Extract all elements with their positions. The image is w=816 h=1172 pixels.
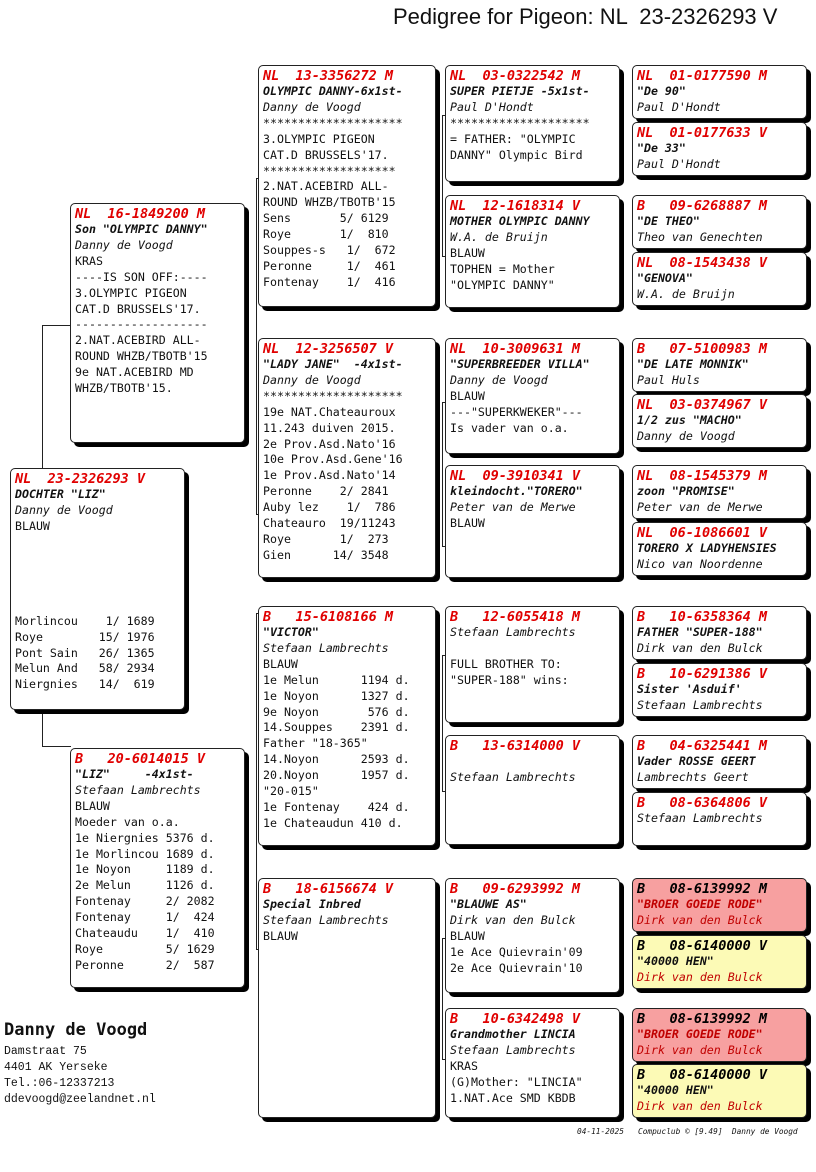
info-line: 19e NAT.Chateauroux [263,404,396,419]
ring-number: B 08-6140000 V [637,938,768,954]
info-line: 1e Morlincou 1689 d. [75,846,215,861]
ring-number: B 08-6139992 M [637,881,768,897]
ring-number: B 10-6358364 M [637,609,768,625]
info-line: Souppes-s 1/ 672 [263,243,396,258]
info-line: BLAUW [263,928,298,943]
pigeon-card-mmm[interactable] [445,1008,620,1118]
result-line: Morlincou 1/ 1689 [15,613,155,628]
info-line: = FATHER: "OLYMPIC [450,131,576,146]
info-line: BLAUW [450,515,485,530]
info-line: 1e Fontenay 424 d. [263,799,410,814]
info-line: Peronne 2/ 2841 [263,484,389,499]
owner-name: Danny de Voogd [15,502,113,517]
info-line: Fontenay 1/ 416 [263,274,396,289]
owner-name: Dirk van den Bulck [637,969,763,984]
owner-name: Dirk van den Bulck [637,1042,763,1057]
owner-name: Dirk van den Bulck [450,912,576,927]
pigeon-name: "40000 HEN" [637,954,714,968]
ring-number: NL 01-0177590 M [637,68,768,84]
pigeon-card-g5[interactable] [632,1008,807,1062]
info-line: ROUND WHZB/TBOTB'15 [263,195,396,210]
info-line: ------------------- [75,317,208,332]
info-line: DANNY" Olympic Bird [450,147,583,162]
owner-name: Nico van Noordenne [637,556,763,571]
ring-number: NL 03-0322542 M [450,68,581,84]
ring-number: NL 08-1543438 V [637,255,768,271]
pigeon-name: Sister 'Asduif' [637,682,742,696]
pigeon-name: "BROER GOEDE RODE" [637,897,763,911]
pigeon-name: FATHER "SUPER-188" [637,625,763,639]
info-line: 1e Niergnies 5376 d. [75,830,215,845]
ring-number: B 10-6342498 V [450,1011,581,1027]
info-line: 2e Melun 1126 d. [75,878,215,893]
owner-name: Stefaan Lambrechts [450,625,576,639]
owner-name: Paul Huls [637,372,700,387]
owner-name: Dirk van den Bulck [637,640,763,655]
ring-number: B 08-6140000 V [637,1067,768,1083]
pigeon-name: Grandmother LINCIA [450,1027,576,1041]
info-line: Father "18-365" [263,736,368,751]
info-line: "OLYMPIC DANNY" [450,277,555,292]
pigeon-card-ff[interactable] [258,65,436,307]
ring-number: B 12-6055418 M [450,609,581,625]
info-line: Peronne 1/ 461 [263,258,396,273]
owner-name: Stefaan Lambrechts [637,811,763,825]
owner-name: Paul D'Hondt [450,99,534,114]
info-line: TOPHEN = Mother [450,261,555,276]
pigeon-card-g5[interactable] [632,338,807,392]
result-line: Melun And 58/ 2934 [15,661,155,676]
color-text: BLAUW [15,518,50,533]
info-line: WHZB/TBOTB'15. [75,381,173,396]
owner-name: Danny de Voogd [75,237,173,252]
info-line: 2e Ace Quievrain'10 [450,960,583,975]
pigeon-card-ffm[interactable] [445,195,620,308]
owner-name: W.A. de Bruijn [450,229,548,244]
pigeon-card-g5[interactable] [632,394,807,448]
pigeon-card-g5[interactable] [632,522,807,576]
breeder-city: 4401 AK Yerseke [4,1061,108,1074]
pigeon-card-g5[interactable] [632,735,807,789]
ring-number: NL 16-1849200 M [75,206,206,222]
info-line: Chateaudu 1/ 410 [75,926,215,941]
breeder-street: Damstraat 75 [4,1045,87,1058]
pigeon-card-mm[interactable] [258,878,436,1118]
pigeon-card-mother[interactable] [70,748,245,988]
info-line: Fontenay 2/ 2082 [75,894,215,909]
result-line: Pont Sain 26/ 1365 [15,645,155,660]
pigeon-name: "VICTOR" [263,625,319,639]
pigeon-card-g5[interactable] [632,195,807,249]
ring-number: NL 06-1086601 V [637,525,768,541]
owner-name: Dirk van den Bulck [637,912,763,927]
pigeon-name: SUPER PIETJE -5x1st- [450,84,590,98]
pigeon-card-mff[interactable] [445,606,620,723]
info-line: 2.NAT.ACEBIRD ALL- [75,333,201,348]
ring-number: NL 13-3356272 M [263,68,394,84]
info-line: Gien 14/ 3548 [263,547,389,562]
info-line: ******************** [263,388,403,403]
info-line: FULL BROTHER TO: [450,656,562,671]
breeder-email[interactable]: ddevoogd@zeelandnet.nl [4,1093,156,1106]
info-line: 1e Melun 1194 d. [263,672,410,687]
info-line: "SUPER-188" wins: [450,672,569,687]
info-line: 11.243 duiven 2015. [263,420,396,435]
info-line: ******************** [263,115,403,130]
info-line: Moeder van o.a. [75,814,180,829]
owner-name: Theo van Genechten [637,229,763,244]
info-line: 3.OLYMPIC PIGEON [263,131,375,146]
info-line: 1e Ace Quievrain'09 [450,944,583,959]
ring-number: NL 12-1618314 V [450,198,581,214]
info-line: Is vader van o.a. [450,420,569,435]
breeder-name: Danny de Voogd [4,1020,148,1040]
pigeon-name: TORERO X LADYHENSIES [637,541,777,555]
pigeon-name: OLYMPIC DANNY-6x1st- [263,84,403,98]
pigeon-name: Special Inbred [263,897,361,911]
pigeon-name: "De 90" [637,84,686,98]
result-line: Roye 15/ 1976 [15,629,155,644]
info-line: CAT.D BRUSSELS'17. [263,147,389,162]
pigeon-card-g5[interactable] [632,1064,807,1118]
owner-name: Stefaan Lambrechts [450,1042,576,1057]
ring-number: NL 12-3256507 V [263,341,394,357]
ring-number: NL 03-0374967 V [637,397,768,413]
info-line: Roye 5/ 1629 [75,941,215,956]
owner-name: Danny de Voogd [263,372,361,387]
owner-name: Paul D'Hondt [637,99,721,114]
pigeon-card-g5[interactable] [632,252,807,306]
pigeon-name: "SUPERBREEDER VILLA" [450,357,590,371]
info-line: Roye 1/ 273 [263,531,389,546]
info-line: 9e Noyon 576 d. [263,704,410,719]
info-line: 1.NAT.Ace SMD KBDB [450,1090,576,1105]
ring-number: B 15-6108166 M [263,609,394,625]
owner-name: Peter van de Merwe [450,499,576,514]
owner-name: Stefaan Lambrechts [263,912,389,927]
pigeon-card-subject[interactable] [10,468,185,710]
info-line: 14.Souppes 2391 d. [263,720,410,735]
info-line: 10e Prov.Asd.Gene'16 [263,452,403,467]
pigeon-card-g5[interactable] [632,465,807,519]
ring-number: B 08-6139992 M [637,1011,768,1027]
pigeon-card-fff[interactable] [445,65,620,182]
ring-number: B 08-6364806 V [637,795,768,811]
info-line: ROUND WHZB/TBOTB'15 [75,349,208,364]
pigeon-card-fmm[interactable] [445,465,620,578]
owner-name: Stefaan Lambrechts [637,697,763,712]
owner-name: Stefaan Lambrechts [450,769,576,784]
owner-name: Peter van de Merwe [637,499,763,514]
info-line: ******************* [263,163,396,178]
info-line: Peronne 2/ 587 [75,957,215,972]
pigeon-name: "BLAUWE AS" [450,897,527,911]
print-footer: 04-11-2025 Compuclub © [9.49] Danny de Voogd [577,1127,798,1136]
info-line: 1e Noyon 1327 d. [263,688,410,703]
info-line: ---"SUPERKWEKER"--- [450,404,583,419]
ring-number: B 07-5100983 M [637,341,768,357]
info-line: CAT.D BRUSSELS'17. [75,301,201,316]
ring-number: NL 10-3009631 M [450,341,581,357]
info-line: 1e Chateaudun 410 d. [263,815,403,830]
pigeon-card-g5[interactable] [632,65,807,119]
pigeon-name: "GENOVA" [637,271,693,285]
pigeon-card-g5[interactable] [632,792,807,846]
info-line: BLAUW [450,928,485,943]
pigeon-card-g5[interactable] [632,122,807,176]
ring-number: B 18-6156674 V [263,881,394,897]
pigeon-card-g5[interactable] [632,935,807,989]
pigeon-name: 1/2 zus "MACHO" [637,413,742,427]
pigeon-name: "40000 HEN" [637,1083,714,1097]
info-line: BLAUW [75,798,110,813]
pigeon-name: zoon "PROMISE" [637,484,735,498]
info-line: KRAS [450,1058,478,1073]
pigeon-name: DOCHTER "LIZ" [15,487,106,501]
pigeon-card-g5[interactable] [632,606,807,660]
info-line: Fontenay 1/ 424 [75,910,215,925]
pigeon-name: Vader ROSSE GEERT [637,754,756,768]
owner-name: Paul D'Hondt [637,156,721,171]
ring-number: B 10-6291386 V [637,666,768,682]
pigeon-name: "DE THEO" [637,214,700,228]
info-line: ******************** [450,115,590,130]
info-line: BLAUW [263,656,298,671]
pigeon-card-g5[interactable] [632,878,807,932]
owner-name: Lambrechts Geert [637,769,749,784]
info-line: 1e Prov.Asd.Nato'14 [263,468,396,483]
owner-name: Danny de Voogd [450,372,548,387]
pigeon-name: kleindocht."TORERO" [450,484,583,498]
pigeon-card-mfm[interactable] [445,735,620,845]
result-line: Niergnies 14/ 619 [15,677,155,692]
pigeon-name: "LADY JANE" -4x1st- [263,357,403,371]
pigeon-name: MOTHER OLYMPIC DANNY [450,214,590,228]
pigeon-name: Son "OLYMPIC DANNY" [75,222,208,236]
info-line: Chateauro 19/11243 [263,516,396,531]
owner-name: Danny de Voogd [637,428,735,443]
pigeon-card-fmf[interactable] [445,338,620,454]
owner-name: Dirk van den Bulck [637,1098,763,1113]
info-line: "20-015" [263,784,319,799]
info-line: 20.Noyon 1957 d. [263,768,410,783]
pigeon-name: "De 33" [637,141,686,155]
pigeon-name: "DE LATE MONNIK" [637,357,749,371]
info-line: Roye 1/ 810 [263,227,389,242]
info-line: BLAUW [450,245,485,260]
info-line: Auby lez 1/ 786 [263,500,396,515]
owner-name: Danny de Voogd [263,99,361,114]
owner-name: Stefaan Lambrechts [75,782,201,797]
owner-name: W.A. de Bruijn [637,286,735,301]
ring-number: B 13-6314000 V [450,738,581,754]
owner-name: Stefaan Lambrechts [263,640,389,655]
ring-number: B 09-6293992 M [450,881,581,897]
info-line: Sens 5/ 6129 [263,211,389,226]
pigeon-card-g5[interactable] [632,663,807,717]
ring-number: B 20-6014015 V [75,751,206,767]
ring-number: B 09-6268887 M [637,198,768,214]
ring-number: NL 23-2326293 V [15,471,146,487]
pigeon-card-mmf[interactable] [445,878,620,993]
info-line: 9e NAT.ACEBIRD MD [75,365,194,380]
info-line: BLAUW [450,388,485,403]
pigeon-card-mf[interactable] [258,606,436,846]
breeder-phone: Tel.:06-12337213 [4,1077,115,1090]
info-line: (G)Mother: "LINCIA" [450,1074,583,1089]
pigeon-name: "BROER GOEDE RODE" [637,1027,763,1041]
info-line: KRAS [75,253,103,268]
info-line: 2.NAT.ACEBIRD ALL- [263,179,389,194]
ring-number: NL 09-3910341 V [450,468,581,484]
pigeon-name: "LIZ" -4x1st- [75,767,194,781]
info-line: 2e Prov.Asd.Nato'16 [263,436,396,451]
info-line: 14.Noyon 2593 d. [263,752,410,767]
page-title: Pedigree for Pigeon: NL 23-2326293 V [393,4,778,29]
ring-number: NL 08-1545379 M [637,468,768,484]
ring-number: B 04-6325441 M [637,738,768,754]
info-line: ----IS SON OFF:---- [75,269,208,284]
info-line: 1e Noyon 1189 d. [75,862,215,877]
pigeon-card-fm[interactable] [258,338,436,578]
ring-number: NL 01-0177633 V [637,125,768,141]
pigeon-card-father[interactable] [70,203,245,443]
info-line: 3.OLYMPIC PIGEON [75,285,187,300]
